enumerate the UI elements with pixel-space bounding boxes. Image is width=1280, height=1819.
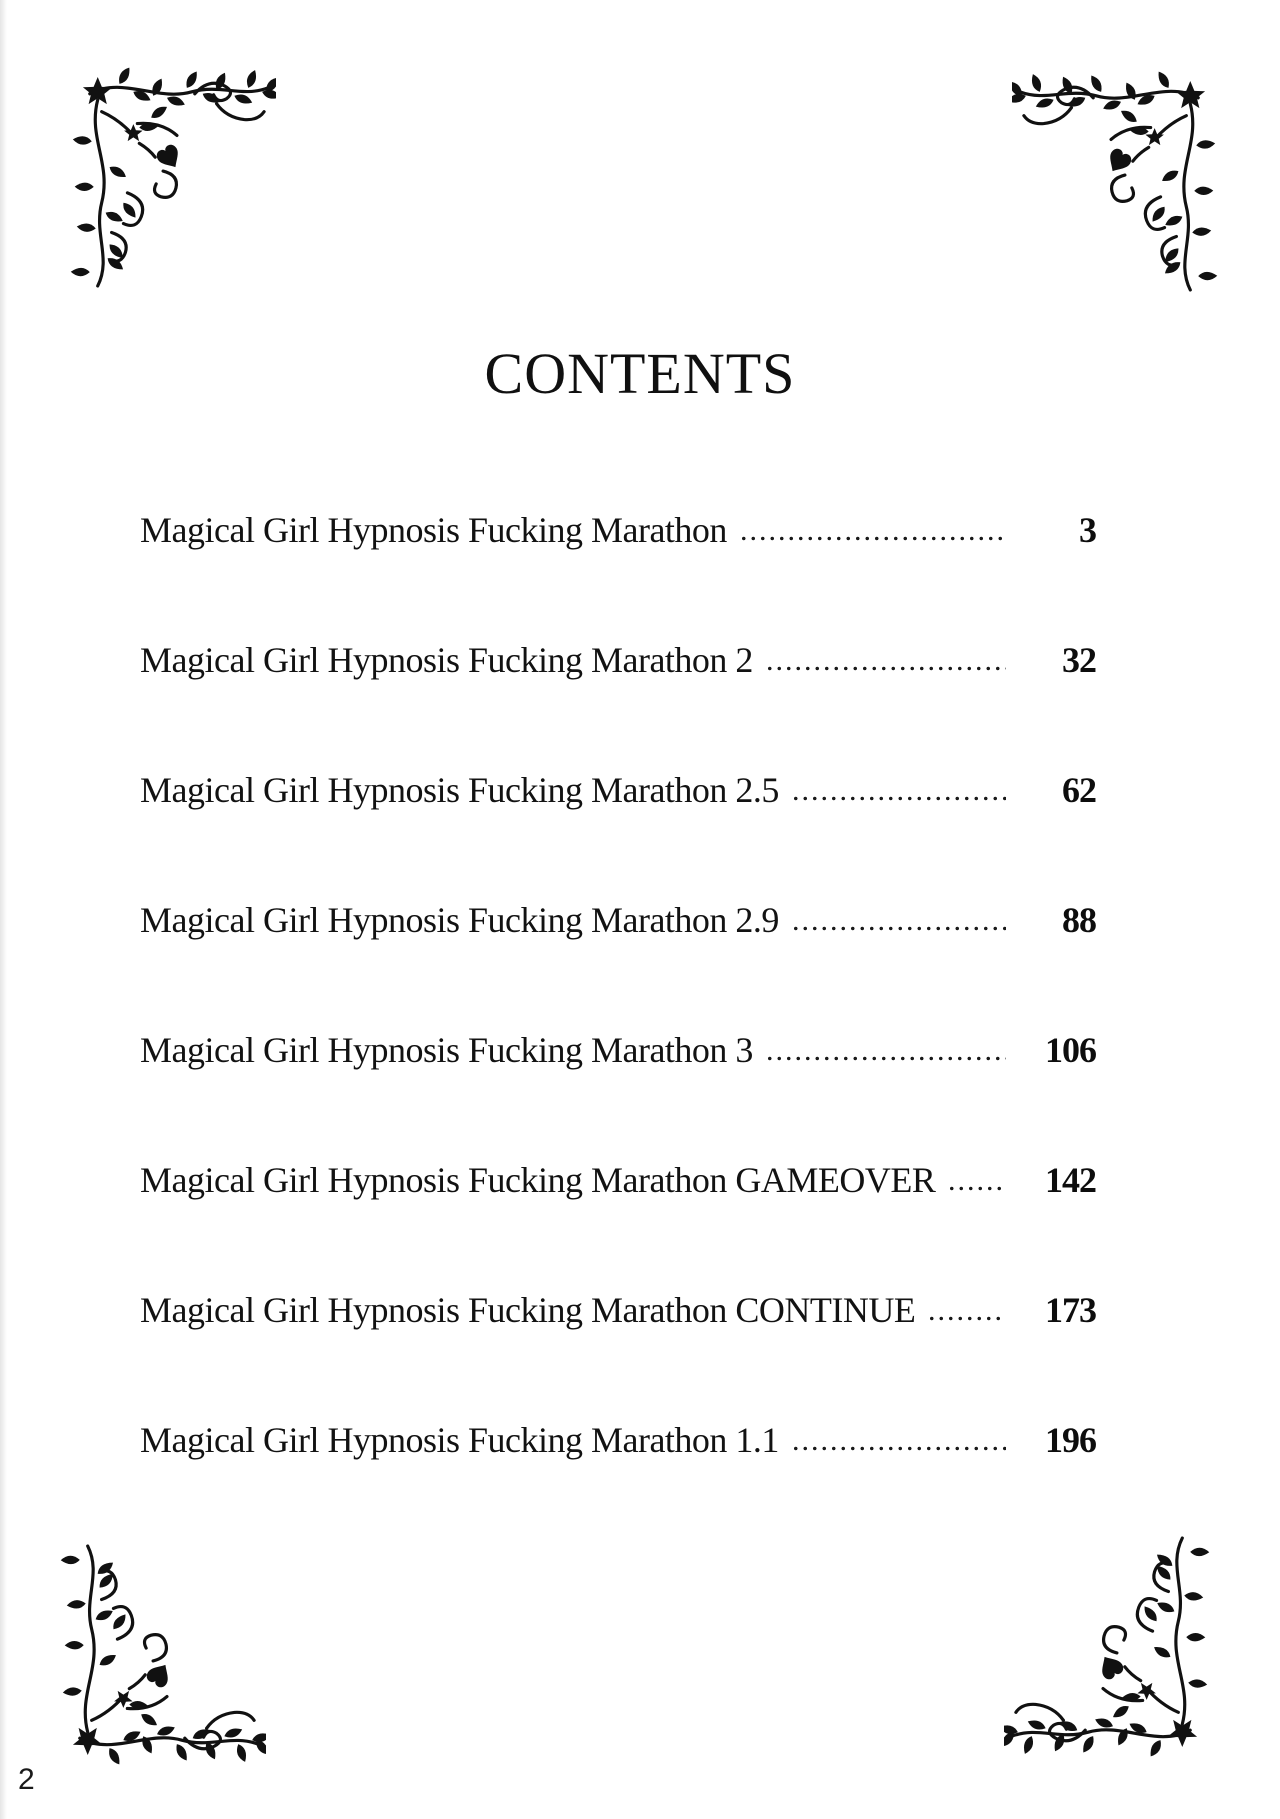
corner-ornament-bottom-right-icon [1004, 1530, 1212, 1762]
corner-ornament-bottom-left-icon [58, 1538, 266, 1770]
toc-entry-title: Magical Girl Hypnosis Fucking Marathon 2.9 [140, 900, 779, 940]
page-title: CONTENTS [484, 341, 796, 406]
corner-ornament-top-right-icon [1012, 66, 1220, 298]
toc-entry-page-number: 62 [1062, 770, 1096, 810]
dot-leader [765, 666, 1006, 671]
dot-leader [765, 1056, 1006, 1061]
toc-entry [140, 595, 1096, 725]
toc-entry-page-number: 196 [1045, 1420, 1096, 1460]
dot-leader [791, 796, 1006, 801]
toc-entry-page-number: 32 [1062, 640, 1096, 680]
toc-entry [140, 855, 1096, 985]
toc-entry-title: Magical Girl Hypnosis Fucking Marathon 2 [140, 640, 753, 680]
toc-list [140, 465, 1096, 1505]
toc-entry-page-number: 3 [1079, 510, 1096, 550]
dot-leader [739, 536, 1006, 541]
toc-entry-title: Magical Girl Hypnosis Fucking Marathon GAMEOVER [140, 1160, 936, 1200]
toc-entry [140, 465, 1096, 595]
toc-entry-title: Magical Girl Hypnosis Fucking Marathon 3 [140, 1030, 753, 1070]
dot-leader [927, 1316, 1006, 1321]
dot-leader [791, 1446, 1006, 1451]
toc-entry-page-number: 173 [1045, 1290, 1096, 1330]
toc-entry-page-number: 142 [1045, 1160, 1096, 1200]
toc-entry [140, 725, 1096, 855]
corner-ornament-top-left-icon [68, 62, 276, 294]
toc-entry-page-number: 106 [1045, 1030, 1096, 1070]
toc-entry [140, 985, 1096, 1115]
dot-leader [791, 926, 1006, 931]
page-number-folio: 2 [18, 1763, 35, 1796]
toc-entry-title: Magical Girl Hypnosis Fucking Marathon 1.1 [140, 1420, 779, 1460]
toc-entry-title: Magical Girl Hypnosis Fucking Marathon 2.5 [140, 770, 779, 810]
toc-entry-title: Magical Girl Hypnosis Fucking Marathon CONTINUE [140, 1290, 916, 1330]
toc-entry-title: Magical Girl Hypnosis Fucking Marathon [140, 510, 727, 550]
toc-entry-page-number: 88 [1062, 900, 1096, 940]
toc-entry [140, 1375, 1096, 1505]
dot-leader [947, 1186, 1006, 1191]
toc-entry [140, 1115, 1096, 1245]
toc-entry [140, 1245, 1096, 1375]
